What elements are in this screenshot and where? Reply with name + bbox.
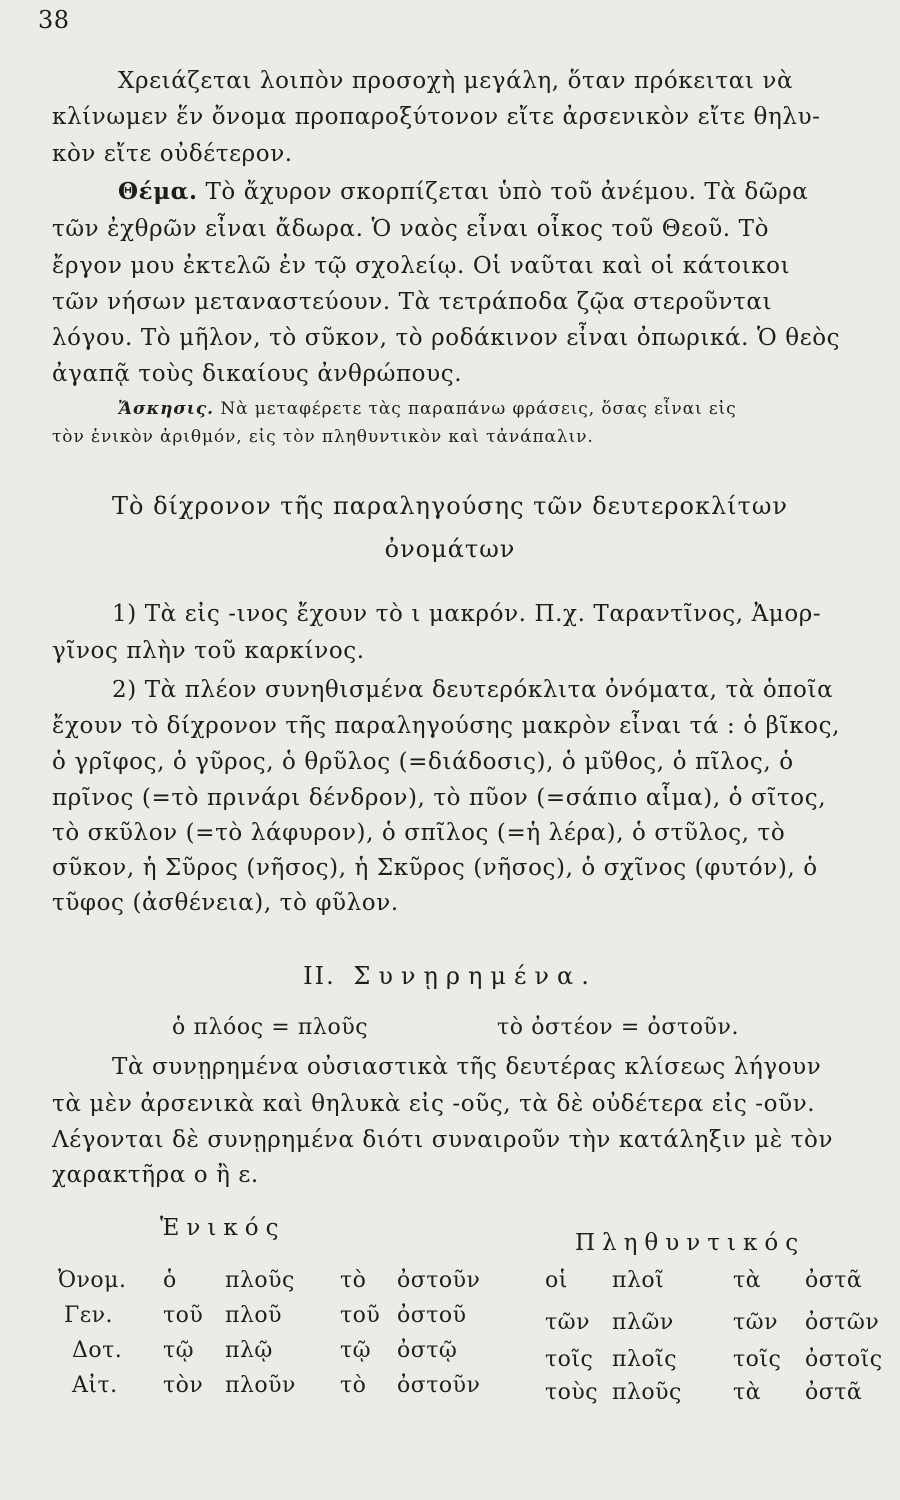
table-cell: ὀστῷ (397, 1338, 458, 1363)
table-cell: τῷ (163, 1338, 195, 1363)
table-cell: πλοῦ (225, 1303, 283, 1328)
table-cell: ὀστᾶ (805, 1268, 863, 1293)
text-line: ὁ γρῖφος, ὁ γῦρος, ὁ θρῦλος (=διάδοσις), ὁ μῦθος, ὁ πῖλος, ὁ (52, 749, 794, 775)
text-line: σῦκον, ἡ Σῦρος (νῆσος), ἡ Σκῦρος (νῆσος), ὁ σχῖνος (φυτόν), ὁ (52, 855, 818, 881)
table-cell: τοῦ (163, 1303, 204, 1328)
table-cell: πλῷ (225, 1338, 273, 1363)
text-line: ἔχουν τὸ δίχρονον τῆς παραληγούσης μακρὸν εἶναι τά : ὁ βῖκος, (52, 713, 840, 739)
text-line: ἔργον μου ἐκτελῶ ἐν τῷ σχολείῳ. Οἱ ναῦται καὶ οἱ κάτοικοι (52, 253, 791, 279)
text-line: τῶν ἐχθρῶν εἶναι ἄδωρα. Ὁ ναὸς εἶναι οἶκος τοῦ Θεοῦ. Τὸ (52, 216, 770, 242)
table-cell: τῷ (340, 1338, 372, 1363)
table-cell: πλοῦς (612, 1380, 682, 1405)
text-line: κλίνωμεν ἕν ὄνομα προπαροξύτονον εἴτε ἀρσενικὸν εἴτε θηλυ- (52, 104, 821, 130)
table-cell: τοὺς (545, 1380, 599, 1405)
table-cell: τὰ (733, 1380, 762, 1405)
table-cell: ὀστῶν (805, 1310, 880, 1335)
example-left: ὁ πλόος = πλοῦς (172, 1015, 369, 1040)
text-line: 1) Τὰ εἰς -ινος ἔχουν τὸ ι μακρόν. Π.χ. Ταραντῖνος, Ἀμορ- (112, 601, 822, 627)
section-2-number: ΙΙ. (303, 962, 336, 990)
text-line (118, 398, 737, 420)
example-right: τὸ ὀστέον = ὀστοῦν. (497, 1015, 740, 1040)
table-cell: τοῦ (340, 1303, 381, 1328)
text-line: Τὰ συνῃρημένα οὐσιαστικὰ τῆς δευτέρας κλίσεως λήγουν (112, 1054, 822, 1080)
section-2-title: Συνῃρημένα. (353, 962, 597, 990)
table-cell: οἱ (545, 1268, 568, 1293)
singular-header: Ἑνικός (160, 1215, 286, 1241)
plural-header: Πληθυντικός (575, 1230, 806, 1256)
page-number: 38 (38, 6, 70, 34)
case-label: Ὀνομ. (58, 1268, 127, 1293)
table-cell: ὀστοῦ (397, 1303, 467, 1328)
text-line: τὰ μὲν ἀρσενικὰ καὶ θηλυκὰ εἰς -οῦς, τὰ δὲ οὐδέτερα εἰς -οῦν. (52, 1091, 816, 1117)
exercise-label: Ἄσκησις. (118, 399, 215, 419)
section-2-heading (0, 962, 900, 990)
table-cell: ὀστοῦν (397, 1373, 481, 1398)
thema-label: Θέμα. (118, 178, 198, 205)
table-cell: πλοῖς (612, 1347, 678, 1372)
table-cell: ὀστοῖς (805, 1347, 883, 1372)
table-cell: τοῖς (545, 1347, 594, 1372)
text-line: ἀγαπᾷ τοὺς δικαίους ἀνθρώπους. (52, 361, 463, 387)
table-cell: τῶν (545, 1310, 590, 1335)
table-cell: τοῖς (733, 1347, 782, 1372)
text-line: τῦφος (ἀσθένεια), τὸ φῦλον. (52, 890, 399, 916)
table-cell: τὸν (163, 1373, 204, 1398)
text-line: Χρειάζεται λοιπὸν προσοχὴ μεγάλη, ὅταν πρόκειται νὰ (118, 68, 794, 94)
case-label: Αἰτ. (72, 1373, 118, 1398)
text-line: τὸ σκῦλον (=τὸ λάφυρον), ὁ σπῖλος (=ἡ λέρα), ὁ στῦλος, τὸ (52, 820, 786, 846)
table-cell: τὸ (340, 1373, 367, 1398)
thema-first-line: Τὸ ἄχυρον σκορπίζεται ὑπὸ τοῦ ἀνέμου. Τὰ δῶρα (205, 179, 809, 205)
text-line: 2) Τὰ πλέον συνηθισμένα δευτερόκλιτα ὀνόματα, τὰ ὁποῖα (112, 677, 834, 703)
section-heading-line1: Τὸ δίχρονον τῆς παραληγούσης τῶν δευτεροκλίτων (112, 492, 788, 520)
table-cell: ὀστᾶ (805, 1380, 863, 1405)
text-line: τῶν νήσων μεταναστεύουν. Τὰ τετράποδα ζῷα στεροῦνται (52, 289, 773, 315)
table-cell: τὸ (340, 1268, 367, 1293)
table-cell: τὰ (733, 1268, 762, 1293)
table-cell: πλοῦν (225, 1373, 296, 1398)
text-line: Λέγονται δὲ συνῃρημένα διότι συναιροῦν τὴν κατάληξιν μὲ τὸν (52, 1127, 834, 1153)
case-label: Γεν. (64, 1303, 114, 1328)
text-line: χαρακτῆρα ο ἢ ε. (52, 1162, 259, 1188)
text-line (118, 177, 808, 207)
table-cell: ὀστοῦν (397, 1268, 481, 1293)
table-cell: πλοῖ (612, 1268, 665, 1293)
case-label: Δοτ. (72, 1338, 123, 1363)
text-line: λόγου. Τὸ μῆλον, τὸ σῦκον, τὸ ροδάκινον εἶναι ὀπωρικά. Ὁ θεὸς (52, 325, 841, 351)
text-line: τὸν ἑνικὸν ἀριθμόν, εἰς τὸν πληθυντικὸν καὶ τἀνάπαλιν. (52, 427, 594, 447)
table-cell: πλοῦς (225, 1268, 295, 1293)
table-cell: τῶν (733, 1310, 778, 1335)
table-cell: ὁ (163, 1268, 177, 1293)
section-heading-line2: ὀνομάτων (384, 535, 516, 563)
table-cell: πλῶν (612, 1310, 674, 1335)
text-line: κὸν εἴτε οὐδέτερον. (52, 141, 293, 167)
exercise-first-line: Νὰ μεταφέρετε τὰς παραπάνω φράσεις, ὅσας εἶναι εἰς (220, 399, 737, 419)
text-line: γῖνος πλὴν τοῦ καρκίνος. (52, 638, 365, 664)
text-line: πρῖνος (=τὸ πρινάρι δένδρον), τὸ πῦον (=σάπιο αἷμα), ὁ σῖτος, (52, 785, 827, 811)
